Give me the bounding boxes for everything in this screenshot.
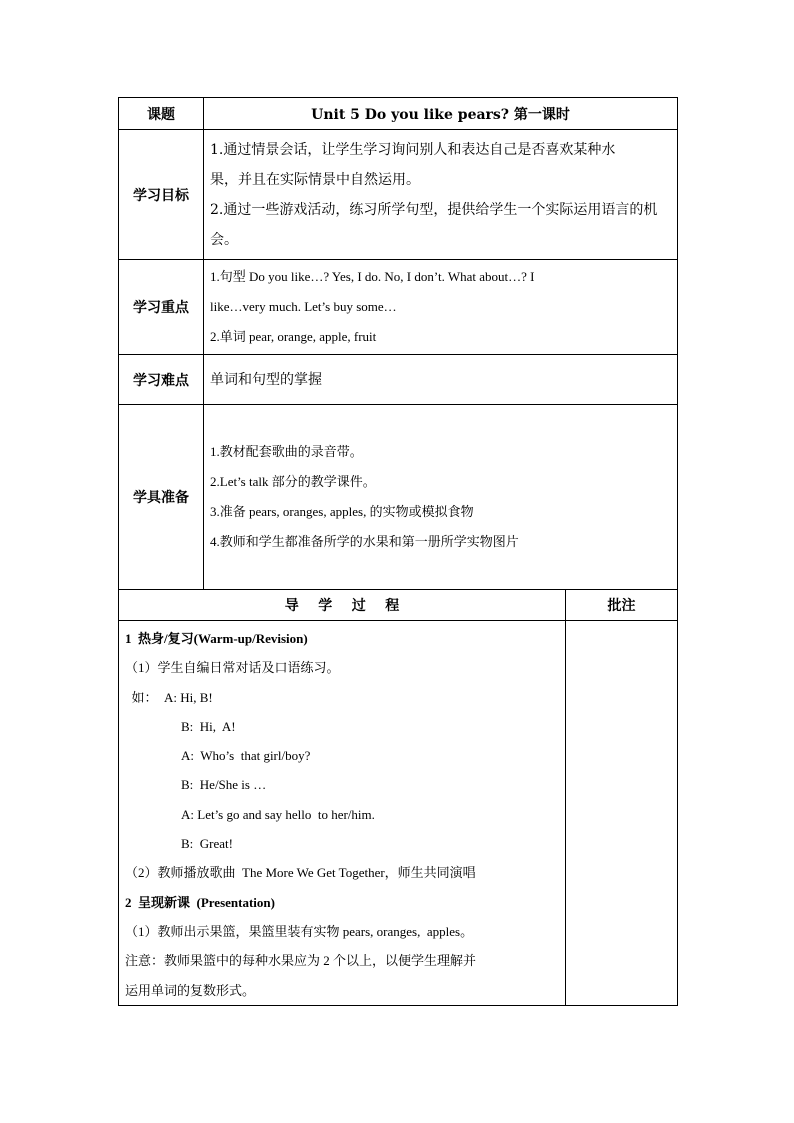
notes-header: 批注 xyxy=(566,590,678,621)
process-lines xyxy=(125,624,559,1005)
process-line: B: Great! xyxy=(181,836,233,852)
key-points-row xyxy=(119,260,678,355)
process-line: 如： A: Hi, B! xyxy=(125,689,213,705)
process-line: A: Let’s go and say hello to her/him. xyxy=(181,806,375,822)
process-header-row xyxy=(119,590,678,621)
preparation-line: 2.Let’s talk 部分的教学课件。 xyxy=(210,474,376,489)
goals-line: 会。 xyxy=(210,231,238,248)
topic-value: Unit 5 Do you like pears? 第一课时 xyxy=(204,98,678,130)
key-points-line: like…very much. Let’s buy some… xyxy=(210,299,397,314)
preparation-label: 学具准备 xyxy=(119,405,204,590)
preparation-line: 1.教材配套歌曲的录音带。 xyxy=(210,444,363,459)
process-line: 2 呈现新课 (Presentation) xyxy=(125,894,275,910)
lesson-plan-table xyxy=(118,97,678,1006)
process-line: A: Who’s that girl/boy? xyxy=(181,748,311,764)
difficulties-content xyxy=(204,355,678,405)
process-line: （2）教师播放歌曲 The More We Get Together，师生共同演唱 xyxy=(125,865,476,881)
key-points-line: 1.句型 Do you like…? Yes, I do. No, I don’t. What about…? I xyxy=(210,269,535,284)
process-content xyxy=(119,621,566,1006)
topic-label: 课题 xyxy=(119,98,204,130)
difficulties-label: 学习难点 xyxy=(119,355,204,405)
difficulties-text: 单词和句型的掌握 xyxy=(210,371,322,388)
goals-content xyxy=(204,130,678,260)
process-line: 运用单词的复数形式。 xyxy=(125,982,256,998)
preparation-row xyxy=(119,405,678,590)
preparation-content xyxy=(204,405,678,590)
topic-row xyxy=(119,98,678,130)
key-points-line: 2.单词 pear, orange, apple, fruit xyxy=(210,329,377,344)
process-line: 注意：教师果篮中的每种水果应为 2 个以上，以便学生理解并 xyxy=(125,953,477,969)
process-line: B: He/She is … xyxy=(181,777,267,793)
goals-line: 果，并且在实际情景中自然运用。 xyxy=(210,171,420,188)
process-line: 1 热身/复习(Warm-up/Revision) xyxy=(125,631,308,646)
process-line: （1）学生自编日常对话及口语练习。 xyxy=(125,660,340,676)
process-header: 导 学 过 程 xyxy=(119,590,566,621)
notes-cell xyxy=(566,621,678,1006)
key-points-content xyxy=(204,260,678,355)
process-line: B: Hi, A! xyxy=(181,718,236,734)
preparation-line: 3.准备 pears, oranges, apples, 的实物或模拟食物 xyxy=(210,504,474,519)
difficulties-row xyxy=(119,355,678,405)
key-points-label: 学习重点 xyxy=(119,260,204,355)
goals-line: 1.通过情景会话，让学生学习询问别人和表达自己是否喜欢某种水 xyxy=(210,141,616,158)
goals-line: 2.通过一些游戏活动，练习所学句型，提供给学生一个实际运用语言的机 xyxy=(210,201,658,218)
process-line: （1）教师出示果篮，果篮里装有实物 pears, oranges, apples。 xyxy=(125,923,474,939)
goals-label: 学习目标 xyxy=(119,130,204,260)
preparation-line: 4.教师和学生都准备所学的水果和第一册所学实物图片 xyxy=(210,534,519,549)
goals-row xyxy=(119,130,678,260)
process-body-row xyxy=(119,621,678,1006)
